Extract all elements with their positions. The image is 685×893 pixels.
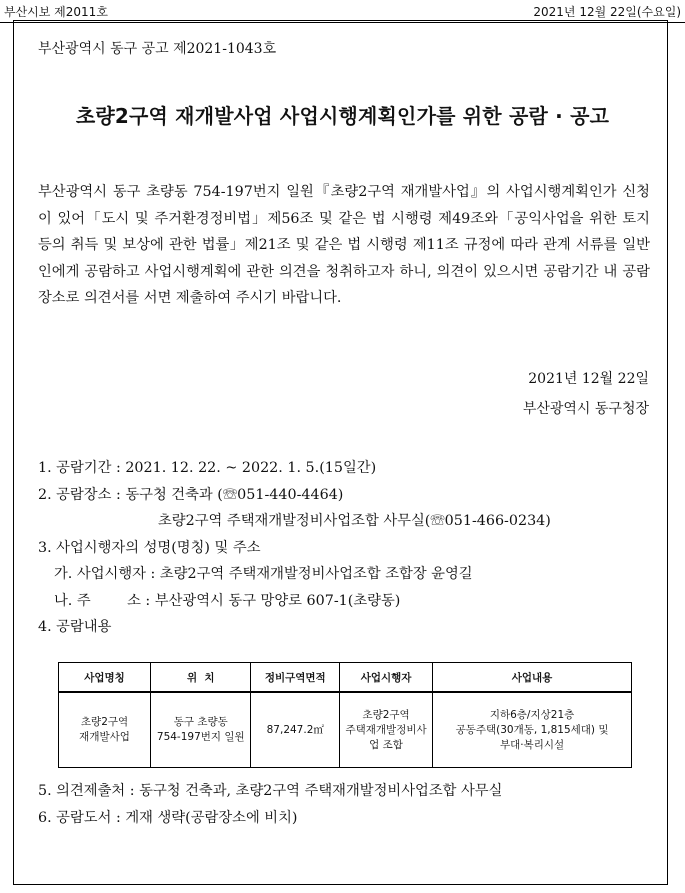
- cell-line: 87,247.2㎡: [266, 723, 324, 736]
- cell-project-name: [59, 692, 151, 768]
- cell-description: [433, 692, 632, 768]
- table-header: 사업시행자: [340, 663, 433, 693]
- item-address: 나. 주 소 : 부산광역시 동구 망양로 607-1(초량동): [54, 592, 401, 609]
- item-place: 2. 공람장소 : 동구청 건축과 (☏051-440-4464): [38, 486, 344, 503]
- cell-line: 754-197번지 일원: [156, 731, 245, 743]
- cell-line: 재개발사업: [79, 731, 130, 743]
- table-header: 위 치: [151, 663, 251, 693]
- notice-date: 2021년 12월 22일: [528, 371, 649, 387]
- item-operator: 가. 사업시행자 : 초량2구역 주택재개발정비사업조합 조합장 윤영길: [54, 566, 473, 582]
- gazette-date: 2021년 12월 22일(수요일): [533, 5, 681, 19]
- item-docs: 6. 공람도서 : 게재 생략(공람장소에 비치): [38, 810, 298, 826]
- item-operator-heading: 3. 사업시행자의 성명(명칭) 및 주소: [38, 539, 261, 556]
- item-content-heading: 4. 공람내용: [38, 619, 112, 635]
- gazette-issue: 부산시보 제2011호: [4, 5, 108, 19]
- cell-operator: [340, 692, 433, 768]
- cell-line: 부대·복리시설: [499, 738, 565, 751]
- project-table-wrap: [58, 662, 632, 768]
- cell-line: 초량2구역: [362, 708, 410, 721]
- item-submit: 5. 의견제출처 : 동구청 건축과, 초량2구역 주택재개발정비사업조합 사무실: [38, 783, 503, 799]
- table-header: 사업명칭: [59, 663, 151, 693]
- notice-body: 부산광역시 동구 초량동 754-197번지 일원『초량2구역 재개발사업』의 사업시행계획인가 신청이 있어「도시 및 주거환경정비법」제56조 및 같은 법 시행령 제49조와「공익사업을 위한 토지 등의 취득 및 보상에 관한 법률」제21조 및 같은 법 시행령 제11조 규정에 따라 관계 서류를 일반인에게 공람하고 사업시행계획에 관한 의견을 청취하고자 하니, 의견이 있으시면 공람기간 내 공람장소로 의견서를 서면 제출하여 주시기 바랍니다.: [38, 184, 650, 306]
- cell-line: 초량2구역: [80, 716, 129, 728]
- table-header: 사업내용: [433, 663, 632, 693]
- item-period: 1. 공람기간 : 2021. 12. 22. ~ 2022. 1. 5.(15일간): [38, 460, 377, 476]
- cell-area: [251, 692, 340, 768]
- notice-issuer: 부산광역시 동구청장: [522, 401, 649, 417]
- table-header-row: [59, 663, 632, 693]
- cell-line: 주택재개발정비사: [345, 723, 427, 736]
- notice-items: [38, 455, 658, 641]
- table-row: [59, 692, 632, 768]
- cell-line: 업 조합: [369, 738, 403, 751]
- cell-line: 동구 초량동: [173, 716, 228, 728]
- project-table: [58, 662, 632, 768]
- notice-items-tail: [38, 778, 502, 832]
- table-header: 정비구역면적: [251, 663, 340, 693]
- cell-line: 지하6층/지상21층: [489, 708, 575, 721]
- item-place-2: 초량2구역 주택재개발정비사업조합 사무실(☏051-466-0234): [158, 513, 551, 529]
- notice-title: 초량2구역 재개발사업 사업시행계획인가를 위한 공람 · 공고: [75, 104, 610, 128]
- notice-number: 부산광역시 동구 공고 제2021-1043호: [38, 41, 277, 57]
- cell-location: [151, 692, 251, 768]
- cell-line: 공동주택(30개동, 1,815세대) 및: [455, 723, 609, 736]
